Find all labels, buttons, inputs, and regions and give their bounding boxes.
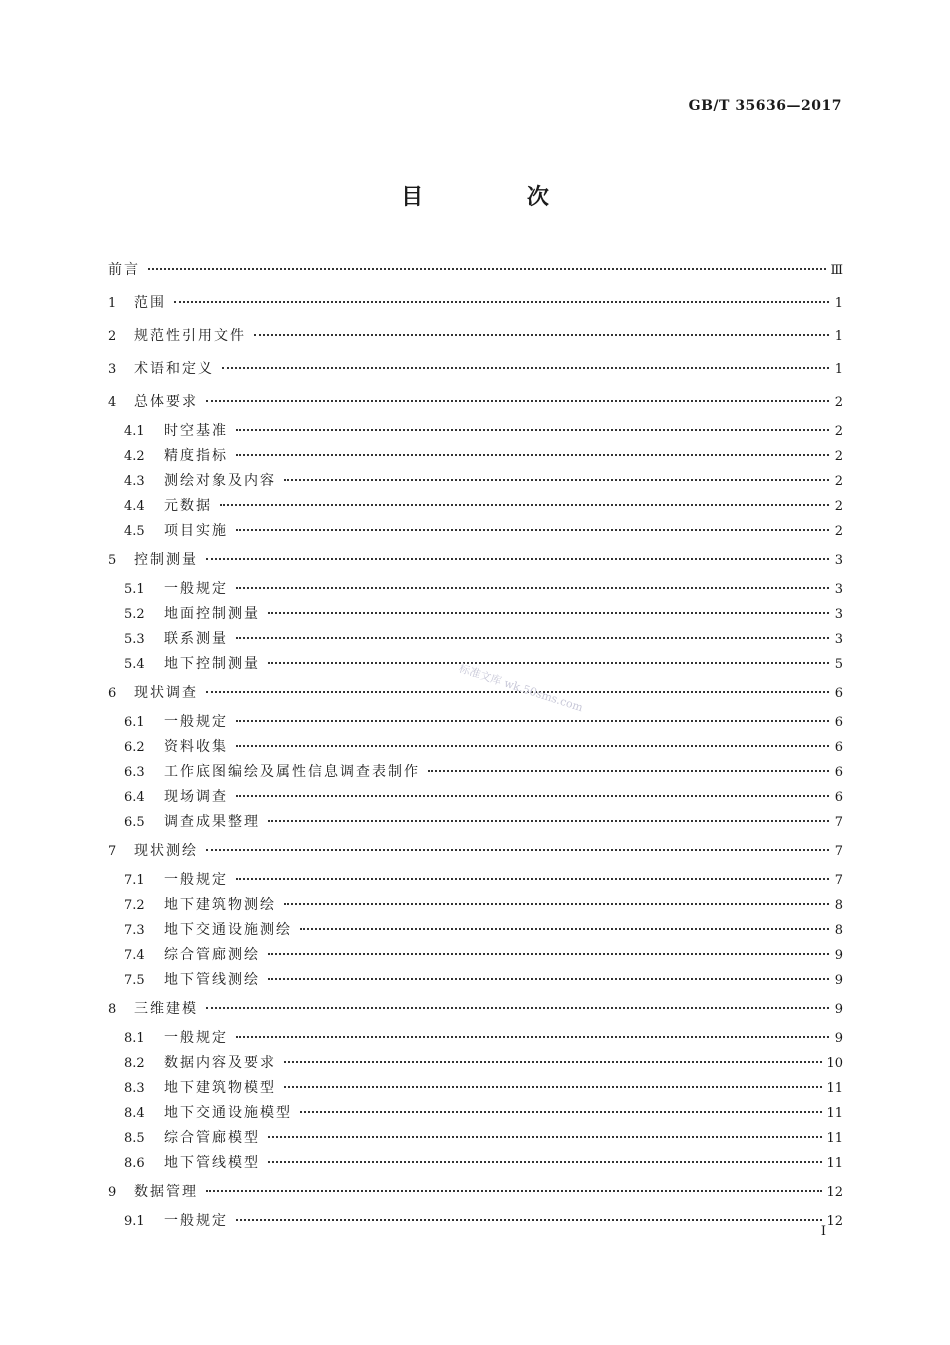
toc-entry-title: 地下控制测量 [164,656,260,672]
toc-entry-title: 地下交通设施测绘 [164,922,292,938]
toc-entry-title: 现状调查 [134,685,198,701]
toc-dot-leader [206,1007,829,1009]
toc-entry-number: 7.4 [124,948,145,963]
toc-dot-leader [174,301,829,303]
toc-entry-page: 11 [826,1106,843,1121]
toc-entry-page: 6 [834,740,843,755]
toc-entry-number: 2 [108,329,117,344]
toc-entry[interactable] [108,1051,843,1076]
toc-entry-page: 11 [826,1156,843,1171]
toc-entry[interactable] [108,839,843,868]
toc-dot-leader [284,1086,822,1088]
toc-title: 目 次 [401,185,597,210]
toc-entry-title: 规范性引用文件 [134,328,246,344]
toc-entry[interactable] [108,893,843,918]
toc-entry[interactable] [108,1101,843,1126]
toc-entry-title: 地下建筑物测绘 [164,897,276,913]
toc-dot-leader [236,637,829,639]
toc-entry[interactable] [108,681,843,710]
toc-entry[interactable] [108,627,843,652]
toc-entry-page: 5 [834,657,843,672]
toc-entry-title: 资料收集 [164,739,228,755]
toc-entry-page: 3 [834,607,843,622]
toc-entry-title: 综合管廊模型 [164,1130,260,1146]
toc-entry-title: 一般规定 [164,714,228,730]
toc-dot-leader [236,1036,829,1038]
toc-entry-title: 总体要求 [134,394,198,410]
toc-entry-title: 元数据 [164,498,212,514]
toc-dot-leader [236,720,829,722]
toc-entry-number: 8.2 [124,1056,145,1071]
toc-entry-title: 时空基准 [164,423,228,439]
toc-dot-leader [268,820,829,822]
toc-entry-title: 地面控制测量 [164,606,260,622]
toc-entry-page: 3 [834,632,843,647]
toc-entry[interactable] [108,357,843,386]
toc-entry-page: 1 [834,296,843,311]
toc-entry-title: 前言 [108,262,140,278]
toc-entry-title: 范围 [134,295,166,311]
toc-entry-title: 测绘对象及内容 [164,473,276,489]
toc-entry-number: 6.3 [124,765,145,780]
toc-entry-title: 数据内容及要求 [164,1055,276,1071]
toc-entry[interactable] [108,760,843,785]
toc-entry-page: 1 [834,362,843,377]
toc-entry[interactable] [108,710,843,735]
toc-dot-leader [206,558,829,560]
toc-entry-page: 2 [834,499,843,514]
toc-entry-page: 9 [834,973,843,988]
toc-dot-leader [284,903,829,905]
toc-dot-leader [206,400,829,402]
toc-entry-page: 3 [834,553,843,568]
toc-dot-leader [268,1161,822,1163]
toc-entry[interactable] [108,943,843,968]
toc-dot-leader [428,770,829,772]
toc-dot-leader [236,454,829,456]
toc-entry-number: 4 [108,395,117,410]
toc-entry-title: 数据管理 [134,1184,198,1200]
toc-entry-number: 8.1 [124,1031,145,1046]
toc-entry-number: 7.2 [124,898,145,913]
toc-entry[interactable] [108,258,843,287]
toc-entry-number: 8.6 [124,1156,145,1171]
toc-entry-number: 4.3 [124,474,145,489]
toc-entry-page: 12 [826,1214,843,1229]
toc-entry-title: 综合管廊测绘 [164,947,260,963]
toc-entry-page: 2 [834,474,843,489]
toc-entry-page: 9 [834,1002,843,1017]
toc-entry[interactable] [108,469,843,494]
toc-entry[interactable] [108,918,843,943]
toc-dot-leader [236,878,829,880]
toc-entry-number: 5.1 [124,582,145,597]
toc-entry[interactable] [108,785,843,810]
toc-entry-title: 联系测量 [164,631,228,647]
toc-entry-page: 1 [834,329,843,344]
toc-dot-leader [268,953,829,955]
watermark: 标准文库 wk.50sms.com [457,661,585,715]
toc-entry[interactable] [108,548,843,577]
toc-dot-leader [300,1111,822,1113]
toc-entry-title: 项目实施 [164,523,228,539]
toc-entry-page: 9 [834,948,843,963]
toc-entry-title: 现状测绘 [134,843,198,859]
toc-dot-leader [236,529,829,531]
toc-entry-number: 6.5 [124,815,145,830]
toc-entry-title: 工作底图编绘及属性信息调查表制作 [164,764,420,780]
toc-entry-number: 6.1 [124,715,145,730]
toc-entry-number: 5.2 [124,607,145,622]
toc-entry-number: 6 [108,686,117,701]
toc-entry-title: 一般规定 [164,1213,228,1229]
toc-entry[interactable] [108,519,843,544]
toc-dot-leader [236,745,829,747]
toc-entry[interactable] [108,1076,843,1101]
toc-entry-page: 2 [834,449,843,464]
standard-code: GB/T 35636—2017 [688,98,842,114]
toc-entry[interactable] [108,1151,843,1176]
toc-entry-page: 11 [826,1081,843,1096]
toc-dot-leader [268,662,829,664]
toc-entry-number: 4.2 [124,449,145,464]
toc-entry-title: 术语和定义 [134,361,214,377]
toc-entry-page: 3 [834,582,843,597]
toc-entry[interactable] [108,1126,843,1151]
toc-dot-leader [254,334,829,336]
toc-entry-page: 6 [834,686,843,701]
toc-entry[interactable] [108,419,843,444]
toc-entry-number: 6.4 [124,790,145,805]
toc-entry[interactable] [108,1026,843,1051]
toc-entry-page: 6 [834,715,843,730]
toc-entry-page: 6 [834,765,843,780]
toc-entry-page: 9 [834,1031,843,1046]
toc-dot-leader [284,479,829,481]
toc-dot-leader [236,587,829,589]
toc-entry[interactable] [108,968,843,993]
toc-dot-leader [236,1219,822,1221]
toc-entry-title: 一般规定 [164,581,228,597]
toc-entry-number: 3 [108,362,117,377]
toc-entry-number: 4.1 [124,424,145,439]
toc-entry[interactable] [108,810,843,835]
toc-entry-number: 7.1 [124,873,145,888]
toc-entry-page: 7 [834,815,843,830]
toc-entry-number: 8.5 [124,1131,145,1146]
toc-entry-number: 8.4 [124,1106,145,1121]
toc-entry-title: 地下建筑物模型 [164,1080,276,1096]
toc-entry-number: 5.4 [124,657,145,672]
toc-dot-leader [284,1061,822,1063]
toc-entry[interactable] [108,602,843,627]
toc-entry[interactable] [108,291,843,320]
toc-entry[interactable] [108,997,843,1026]
table-of-contents [108,258,843,1234]
toc-entry-page: 2 [834,395,843,410]
toc-entry-number: 7.3 [124,923,145,938]
toc-entry[interactable] [108,1209,843,1234]
toc-entry[interactable] [108,1180,843,1209]
toc-dot-leader [236,795,829,797]
toc-entry-number: 4.5 [124,524,145,539]
toc-dot-leader [206,849,829,851]
toc-entry-page: 11 [826,1131,843,1146]
toc-dot-leader [148,268,826,270]
toc-entry-page: 10 [826,1056,843,1071]
toc-entry[interactable] [108,868,843,893]
toc-entry[interactable] [108,390,843,419]
toc-entry-page: 2 [834,524,843,539]
toc-dot-leader [222,367,829,369]
toc-entry-number: 5.3 [124,632,145,647]
toc-entry-number: 4.4 [124,499,145,514]
toc-entry-number: 5 [108,553,117,568]
toc-entry-number: 9 [108,1185,117,1200]
toc-entry-page: 12 [826,1185,843,1200]
toc-entry-number: 7 [108,844,117,859]
toc-entry-title: 现场调查 [164,789,228,805]
toc-entry-number: 7.5 [124,973,145,988]
toc-dot-leader [220,504,829,506]
toc-entry-number: 1 [108,296,117,311]
toc-entry-title: 一般规定 [164,1030,228,1046]
toc-entry-title: 精度指标 [164,448,228,464]
toc-entry-number: 8 [108,1002,117,1017]
toc-entry-page: Ⅲ [830,263,843,278]
toc-entry-number: 8.3 [124,1081,145,1096]
toc-entry-number: 9.1 [124,1214,145,1229]
toc-dot-leader [206,1190,822,1192]
toc-entry-page: 7 [834,844,843,859]
toc-entry-number: 6.2 [124,740,145,755]
toc-entry-page: 8 [834,923,843,938]
toc-entry-page: 8 [834,898,843,913]
toc-entry-title: 调查成果整理 [164,814,260,830]
toc-entry[interactable] [108,444,843,469]
toc-dot-leader [268,978,829,980]
toc-entry-title: 控制测量 [134,552,198,568]
toc-entry[interactable] [108,324,843,353]
toc-dot-leader [300,928,829,930]
toc-entry-title: 地下管线模型 [164,1155,260,1171]
toc-entry-title: 地下管线测绘 [164,972,260,988]
toc-entry[interactable] [108,735,843,760]
toc-entry-page: 7 [834,873,843,888]
page-number: I [820,1224,826,1239]
toc-entry[interactable] [108,577,843,602]
toc-entry[interactable] [108,494,843,519]
toc-entry-title: 一般规定 [164,872,228,888]
toc-entry-page: 6 [834,790,843,805]
toc-entry-page: 2 [834,424,843,439]
toc-entry-title: 地下交通设施模型 [164,1105,292,1121]
toc-dot-leader [268,612,829,614]
toc-entry-title: 三维建模 [134,1001,198,1017]
toc-dot-leader [236,429,829,431]
toc-dot-leader [268,1136,822,1138]
